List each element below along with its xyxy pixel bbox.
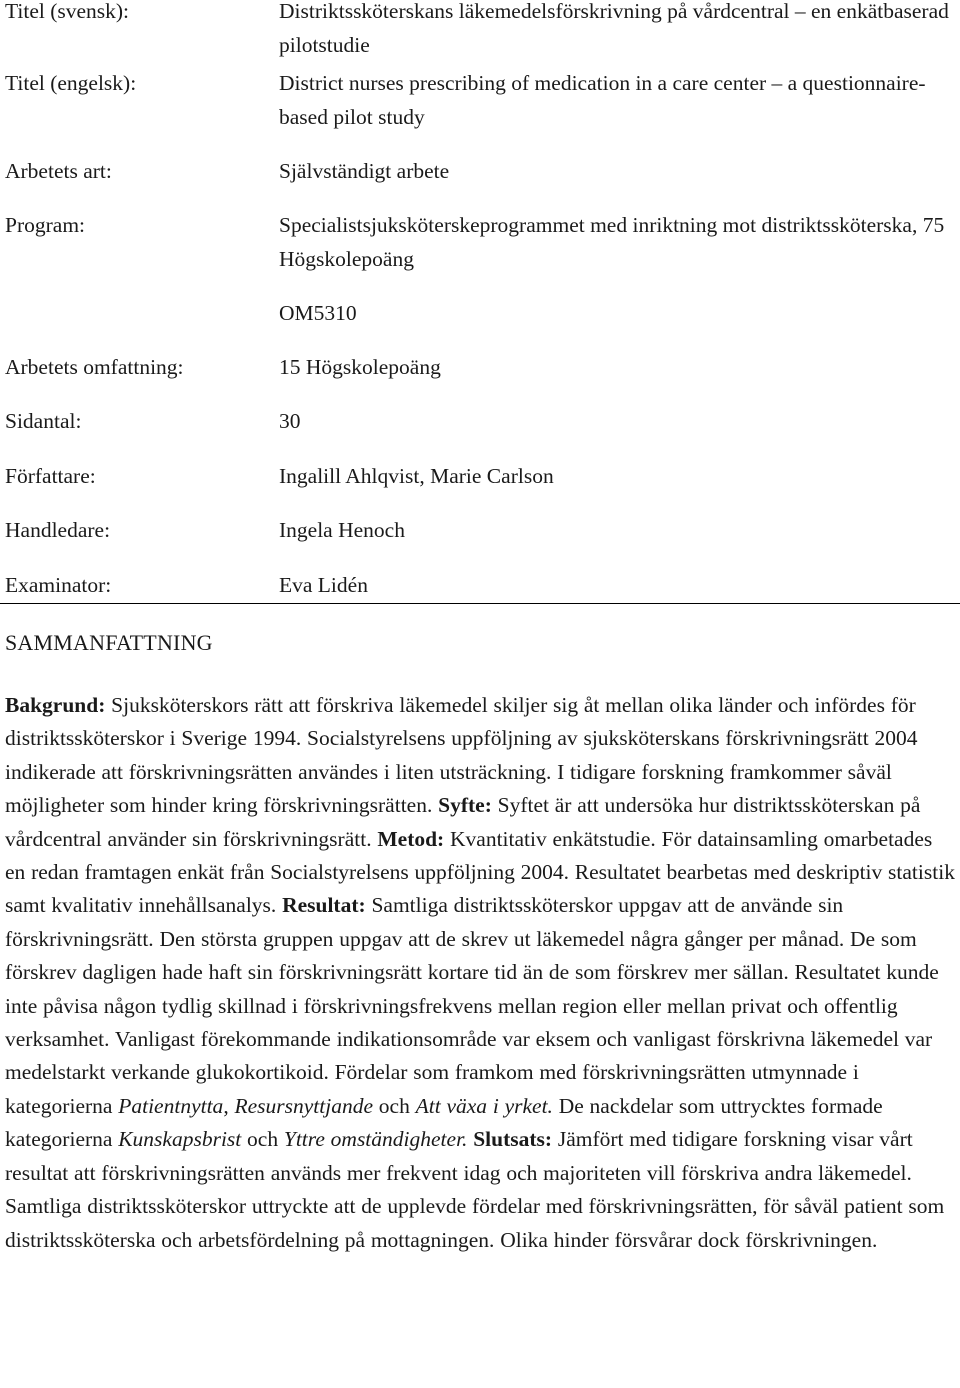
separator: , (223, 1093, 235, 1118)
category-yttre: Yttre omständigheter. (283, 1127, 468, 1152)
category-patientnytta: Patientnytta (118, 1093, 224, 1118)
scope-value: 15 Högskolepoäng (279, 355, 441, 379)
drawbacks-text: De nackdelar som uttrycktes formade kategorierna (5, 1093, 883, 1152)
authors-value: Ingalill Ahlqvist, Marie Carlson (279, 464, 554, 488)
results-label: Resultat: (282, 893, 366, 918)
supervisor-value: Ingela Henoch (279, 518, 405, 542)
pages-value: 30 (279, 409, 301, 433)
authors-label: Författare: (5, 464, 96, 488)
examiner-value: Eva Lidén (279, 573, 368, 597)
type-value: Självständigt arbete (279, 159, 450, 183)
conjunction: och (373, 1093, 416, 1118)
method-label: Metod: (377, 826, 445, 851)
divider (0, 603, 960, 604)
conclusion-text: Jämfört med tidigare forskning visar vårt resultat att förskrivningsrätten används mer frekvent idag och majoriteten vill förskriva andra läkemedel. Samtliga distriktssköterskor uttryckte att de upplevde fördelar med förskrivningsrätten, för såväl patient som distriktssköterska och arbetsfördelning på mottagningen. Olika hinder försvårar dock förskrivningen. (5, 1127, 945, 1252)
abstract-heading: SAMMANFATTNING (5, 630, 213, 655)
course-code: OM5310 (279, 301, 357, 325)
program-value: Specialistsjuksköterskeprogrammet med inriktning mot distriktssköterska, 75 Högskolepoäng (279, 213, 945, 271)
conclusion-label: Slutsats: (473, 1127, 553, 1152)
title-sv-value: Distriktssköterskans läkemedelsförskrivning på vårdcentral – en enkätbaserad pilotstudie (279, 0, 949, 57)
scope-label: Arbetets omfattning: (5, 355, 184, 379)
title-en-value: District nurses prescribing of medication in a care center – a questionnaire-based pilot study (279, 71, 926, 129)
results-text: Samtliga distriktssköterskor uppgav att de använde sin förskrivningsrätt. Den största gruppen uppgav att de skrev ut läkemedel några gånger per månad. De som förskrev dagligen hade haft sin förskrivningsrätt kortare tid än de som förskrev mer sällan. Resultatet kunde inte påvisa någon tydlig skillnad i förskrivningsfrekvens mellan region eller mellan privat och offentlig verksamhet. Vanligast förekommande indikationsområde var eksem och vanligast förskrivna läkemedel var medelstarkt verkande glukokortikoid. Fördelar som framkom med förskrivningsrätten utmynnade i kategorierna (5, 893, 939, 1118)
conjunction: och (241, 1127, 284, 1152)
aim-text: Syftet är att undersöka hur distriktssköterskan på vårdcentral använder sin förskrivningsrätt. (5, 793, 921, 851)
background-label: Bakgrund: (5, 693, 106, 717)
examiner-label: Examinator: (5, 573, 112, 597)
title-sv-label: Titel (svensk): (5, 0, 130, 23)
category-resursnyttjande: Resursnyttjande (234, 1093, 374, 1118)
method-text: Kvantitativ enkätstudie. För datainsamling omarbetades en redan framtagen enkät från Socialstyrelsens uppföljning 2004. Resultatet bearbetas med deskriptiv statistik samt kvalitativ innehållsanalys. (5, 826, 955, 918)
supervisor-label: Handledare: (5, 518, 111, 542)
title-en-label: Titel (engelsk): (5, 71, 137, 95)
aim-label: Syfte: (438, 793, 492, 818)
background-text: Sjuksköterskors rätt att förskriva läkemedel skiljer sig åt mellan olika länder och infördes för distriktssköterskor i Sverige 1994. Socialstyrelsens uppföljning av sjuksköterskans förskrivningsrätt 2004 indikerade att förskrivningsrätten användes i liten utsträckning. I tidigare forskning framkommer såväl möjligheter som hinder kring förskrivningsrätten. (5, 693, 918, 818)
abstract-text (5, 689, 957, 1257)
program-label: Program: (5, 213, 86, 237)
pages-label: Sidantal: (5, 409, 82, 433)
category-kunskapsbrist: Kunskapsbrist (118, 1127, 242, 1152)
category-att-vaxa: Att växa i yrket. (415, 1093, 553, 1118)
type-label: Arbetets art: (5, 159, 112, 183)
